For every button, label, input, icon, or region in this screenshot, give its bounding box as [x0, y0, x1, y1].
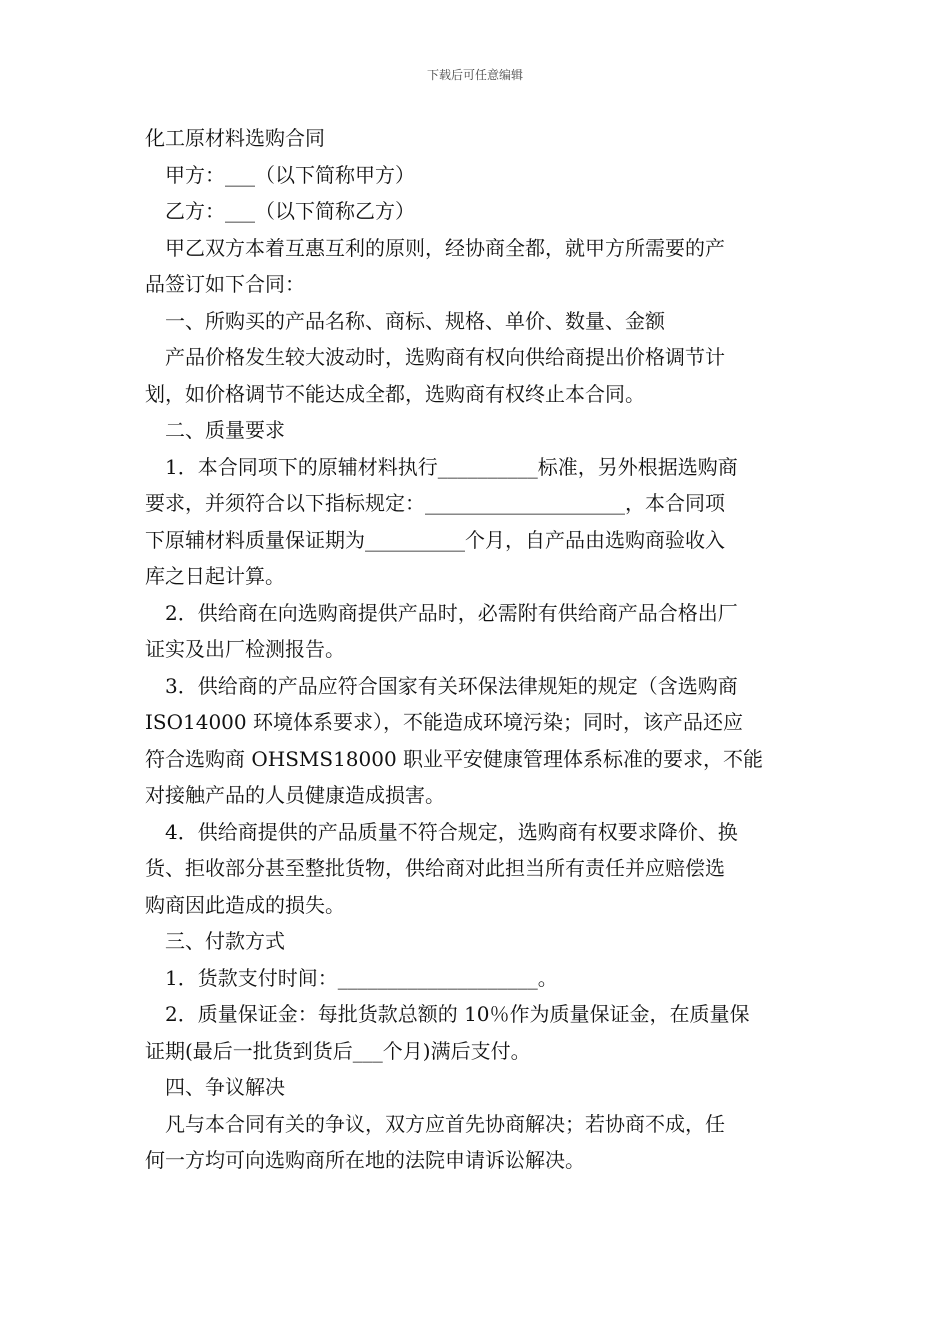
- doc-line: 1．货款支付时间：____________________。: [165, 965, 558, 990]
- doc-line: ISO14000 环境体系要求），不能造成环境污染；同时，该产品还应: [145, 710, 743, 734]
- contract-body: [145, 120, 813, 1179]
- doc-line: 证实及出厂检测报告。: [145, 637, 345, 661]
- doc-line: 3．供给商的产品应符合国家有关环保法律规矩的规定（含选购商: [165, 673, 738, 698]
- doc-line: 何一方均可向选购商所在地的法院申请诉讼解决。: [145, 1148, 585, 1172]
- doc-line: 二、质量要求: [165, 418, 285, 442]
- page-header-note: 下载后可任意编辑: [426, 68, 523, 82]
- doc-line: 凡与本合同有关的争议，双方应首先协商解决；若协商不成，任: [165, 1111, 725, 1136]
- doc-line: 四、争议解决: [165, 1075, 285, 1099]
- doc-line: 购商因此造成的损失。: [145, 892, 345, 917]
- doc-line: 货、拒收部分甚至整批货物，供给商对此担当所有责任并应赔偿选: [145, 856, 725, 880]
- doc-line: 符合选购商 OHSMS18000 职业平安健康管理体系标准的要求，不能: [145, 746, 764, 771]
- doc-line: 4．供给商提供的产品质量不符合规定，选购商有权要求降价、换: [165, 819, 738, 844]
- doc-line: 一、所购买的产品名称、商标、规格、单价、数量、金额: [165, 308, 665, 333]
- doc-line: 三、付款方式: [165, 929, 285, 953]
- doc-line: 品签订如下合同：: [145, 272, 305, 296]
- doc-line: 划，如价格调节不能达成全都，选购商有权终止本合同。: [145, 381, 645, 406]
- doc-line: 对接触产品的人员健康造成损害。: [145, 783, 445, 807]
- doc-line: 乙方：___（以下简称乙方）: [165, 199, 415, 223]
- doc-line: 下原辅材料质量保证期为__________个月，自产品由选购商验收入: [145, 527, 725, 552]
- doc-line: 产品价格发生较大波动时，选购商有权向供给商提出价格调节计: [165, 345, 725, 369]
- doc-line: 要求，并须符合以下指标规定：____________________，本合同项: [145, 491, 725, 515]
- doc-line: 甲乙双方本着互惠互利的原则，经协商全都，就甲方所需要的产: [165, 235, 725, 260]
- doc-line: 2．供给商在向选购商提供产品时，必需附有供给商产品合格出厂: [165, 600, 738, 625]
- doc-line: 甲方：___（以下简称甲方）: [165, 162, 415, 187]
- doc-line: 证期(最后一批货到货后___个月)满后支付。: [145, 1038, 531, 1063]
- doc-line: 库之日起计算。: [145, 564, 285, 588]
- doc-line: 2．质量保证金：每批货款总额的 10％作为质量保证金，在质量保: [165, 1002, 750, 1026]
- doc-line: 1．本合同项下的原辅材料执行__________标准，另外根据选购商: [165, 454, 738, 479]
- doc-line: 化工原材料选购合同: [145, 126, 325, 150]
